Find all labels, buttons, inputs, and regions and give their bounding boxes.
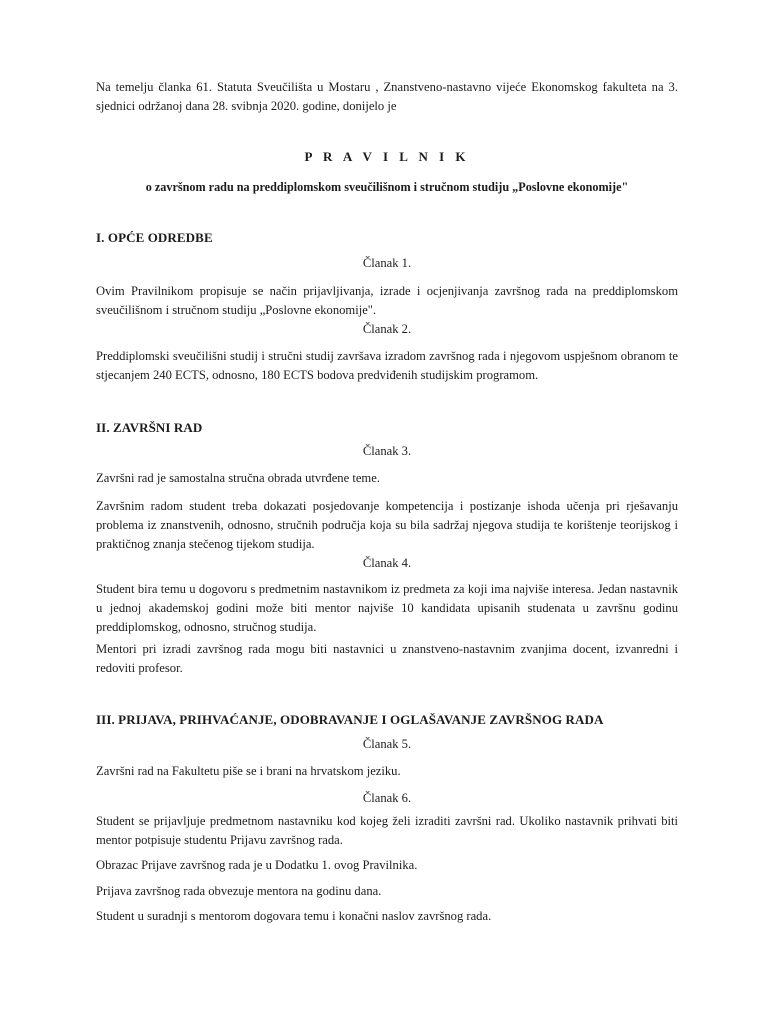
- article-3-heading: Članak 3.: [362, 444, 412, 458]
- article-5-heading: Članak 5.: [362, 737, 412, 751]
- article-2-heading: Članak 2.: [362, 322, 412, 336]
- intro-paragraph: Na temelju članka 61. Statuta Sveučilišta u Mostaru , Znanstveno-nastavno vijeće Ekonomskog fakulteta na 3. sjednici održanoj dana 28. svibnja 2020. godine, donijelo je: [96, 80, 678, 113]
- article-6-paragraph-1: Student se prijavljuje predmetnom nastavniku kod kojeg želi izraditi završni rad. Ukoliko nastavnik prihvati biti mentor potpisuje studentu Prijavu završnog rada.: [96, 814, 678, 847]
- article-4-heading: Članak 4.: [362, 556, 412, 570]
- section-heading-application: III. PRIJAVA, PRIHVAĆANJE, ODOBRAVANJE I OGLAŠAVANJE ZAVRŠNOG RADA: [96, 712, 604, 727]
- article-3-paragraph-2: Završnim radom student treba dokazati posjedovanje kompetencija i postizanje ishoda učenja pri rješavanju problema iz znanstvenih, odnosno, stručnih područja koja su bila sadržaj njegova studija te korištenje teorijskog i praktičnog znanja stečenog tijekom studija.: [96, 499, 678, 551]
- article-3-paragraph-1: Završni rad je samostalna stručna obrada utvrđene teme.: [96, 471, 380, 485]
- article-6-heading: Članak 6.: [362, 791, 412, 805]
- article-2-paragraph: Preddiplomski sveučilišni studij i stručni studij završava izradom završnog rada i njegovom uspješnom obranom te stjecanjem 240 ECTS, odnosno, 180 ECTS bodova predviđenih studijskim programom.: [96, 349, 678, 382]
- article-6-paragraph-4: Student u suradnji s mentorom dogovara temu i konačni naslov završnog rada.: [96, 909, 492, 923]
- document-title: P R A V I L N I K: [304, 149, 470, 164]
- section-heading-general: I. OPĆE ODREDBE: [96, 230, 213, 245]
- article-4-paragraph-2: Mentori pri izradi završnog rada mogu biti nastavnici u znanstveno-nastavnim zvanjima docent, izvanredni i redoviti profesor.: [96, 642, 678, 675]
- document-subtitle: o završnom radu na preddiplomskom sveučilišnom i stručnom studiju „Poslovne ekonomije": [145, 180, 629, 194]
- article-6-paragraph-3: Prijava završnog rada obvezuje mentora na godinu dana.: [96, 884, 382, 898]
- section-heading-final-thesis: II. ZAVRŠNI RAD: [96, 420, 203, 435]
- article-5-paragraph: Završni rad na Fakultetu piše se i brani na hrvatskom jeziku.: [96, 764, 401, 778]
- article-1-paragraph: Ovim Pravilnikom propisuje se način prijavljivanja, izrade i ocjenjivanja završnog rada na preddiplomskom sveučilišnom i stručnom studiju „Poslovne ekonomije".: [96, 284, 678, 317]
- article-1-heading: Članak 1.: [362, 256, 412, 270]
- article-6-paragraph-2: Obrazac Prijave završnog rada je u Dodatku 1. ovog Pravilnika.: [96, 858, 418, 872]
- article-4-paragraph-1: Student bira temu u dogovoru s predmetnim nastavnikom iz predmeta za koji ima najviše interesa. Jedan nastavnik u jednoj akademskoj godini može biti mentor najviše 10 kandidata upisanih studenata u završnu godinu preddiplomskog, odnosno, stručnog studija.: [96, 582, 678, 634]
